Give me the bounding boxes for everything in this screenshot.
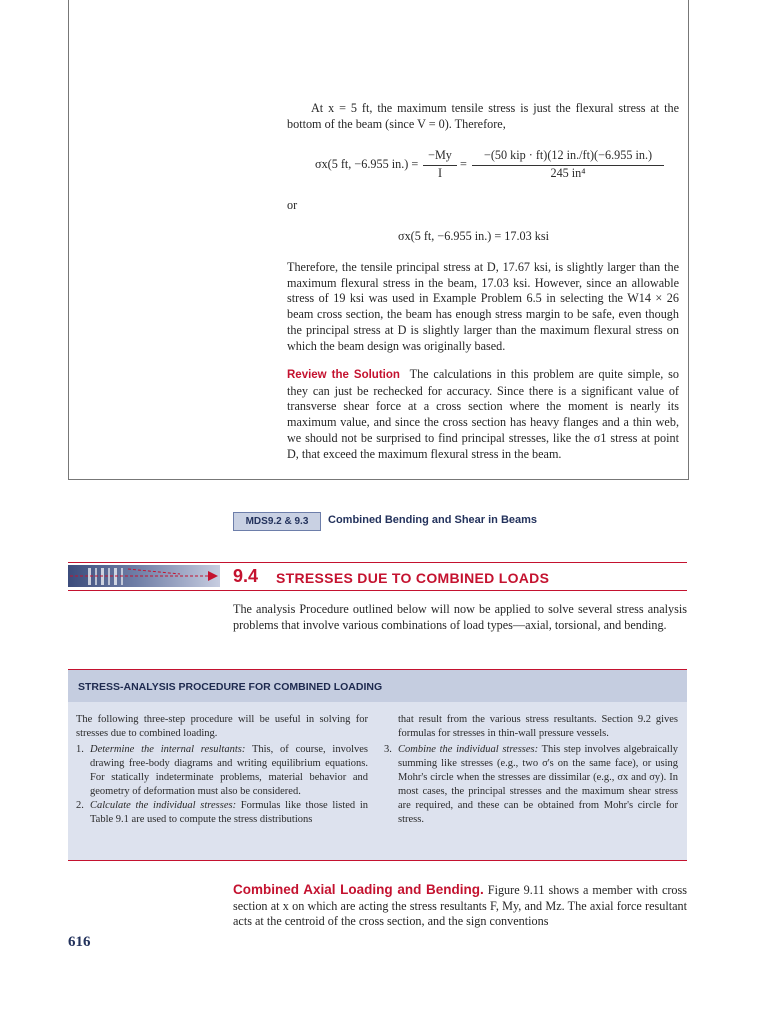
equation-1-equals: = bbox=[460, 157, 467, 171]
equation-1-lhs: σx(5 ft, −6.955 in.) = bbox=[315, 157, 419, 171]
page-number: 616 bbox=[68, 934, 91, 950]
example-paragraph-1: At x = 5 ft, the maximum tensile stress is just the flexural stress at the bottom of the beam (since V = 0). Therefore, bbox=[287, 101, 679, 131]
procedure-step-1 bbox=[76, 743, 368, 799]
procedure-column-left bbox=[76, 713, 368, 827]
review-label: Review the Solution bbox=[287, 369, 400, 381]
step-1-number: 1. bbox=[76, 744, 84, 755]
section-rule-top bbox=[68, 562, 687, 563]
review-text: The calculations in this problem are quite simple, so they can just be rechecked for accuracy. Since there is a significant value of transverse shear force at a cross section where the moment is nearly its maximum value, and since the cross section has heavy flanges and a thin web, we should not be surprised to find principal stresses, like the σ1 stress at point D, that exceed the maximum flexural stress in the beam. bbox=[287, 367, 679, 461]
or-text: or bbox=[287, 198, 298, 212]
step-3-title: Combine the individual stresses: bbox=[398, 744, 539, 755]
mds-badge[interactable]: MDS9.2 & 9.3 bbox=[233, 512, 321, 531]
combined-loading-paragraph bbox=[233, 882, 687, 930]
equation-1-numerator-2: −(50 kip · ft)(12 in./ft)(−6.955 in.) bbox=[483, 148, 653, 162]
step-2-text: Formulas like those listed in Table 9.1 are used to compute the stress distributions bbox=[90, 800, 368, 825]
section-decoration bbox=[68, 565, 220, 587]
equation-1-denominator-1: I bbox=[437, 166, 443, 180]
section-intro: The analysis Procedure outlined below will now be applied to solve several stress analysis problems that involve various combinations of load types—axial, torsional, and bending. bbox=[233, 602, 687, 632]
equation-2: σx(5 ft, −6.955 in.) = 17.03 ksi bbox=[398, 229, 549, 243]
step-3-number: 3. bbox=[384, 744, 392, 755]
procedure-column-right bbox=[384, 713, 678, 827]
step-1-text: This, of course, involves drawing free-body diagrams and writing equilibrium equations. For statically indeterminate problems, material behavior and geometry of deformation must also be considered. bbox=[90, 744, 369, 797]
procedure-step-2 bbox=[76, 799, 368, 827]
section-number: 9.4 bbox=[233, 566, 259, 586]
section-decoration-art bbox=[68, 565, 220, 587]
step-2-number: 2. bbox=[76, 800, 84, 811]
review-paragraph bbox=[287, 367, 679, 462]
example-paragraph-2: Therefore, the tensile principal stress at D, 17.67 ksi, is slightly larger than the maximum flexural stress in the beam, 17.03 ksi. However, since an allowable stress of 19 ksi was used in Example Problem 6.5 in selecting the W14 × 26 beam cross section, the beam has enough stress margin to be safe, even though the principal stress at D is slightly larger than the maximum flexural stress on which the beam design was originally based. bbox=[287, 260, 679, 353]
step-3-text: This step involves algebraically summing like stresses (e.g., two σ's on the same face), or using Mohr's circle when the stresses are dissimilar (e.g., σx and σy). In most cases, the principal stresses and the maximum shear stress are required, and these can be obtained from Mohr's circle for stress. bbox=[398, 744, 678, 825]
step-1-title: Determine the internal resultants: bbox=[90, 744, 246, 755]
procedure-header-bar bbox=[68, 670, 687, 702]
mds-title: Combined Bending and Shear in Beams bbox=[328, 514, 538, 526]
equation-1-denominator-2: 245 in⁴ bbox=[550, 166, 586, 180]
procedure-box bbox=[68, 669, 687, 861]
step-2-title: Calculate the individual stresses: bbox=[90, 800, 237, 811]
equation-1-numerator-1: −My bbox=[428, 148, 452, 162]
combined-heading: Combined Axial Loading and Bending. bbox=[233, 882, 484, 897]
procedure-step-3 bbox=[384, 743, 678, 827]
procedure-intro: The following three-step procedure will be useful in solving for stresses due to combined loading. bbox=[76, 714, 368, 739]
section-rule-bottom bbox=[68, 590, 687, 591]
step-2-continuation: that result from the various stress resultants. Section 9.2 gives formulas for stresses in thin-wall pressure vessels. bbox=[398, 714, 678, 739]
procedure-header: STRESS-ANALYSIS PROCEDURE FOR COMBINED LOADING bbox=[78, 681, 383, 693]
section-title: STRESSES DUE TO COMBINED LOADS bbox=[276, 570, 550, 586]
combined-text: Figure 9.11 shows a member with cross section at x on which are acting the stress resultants F, My, and Mz. The axial force resultant acts at the centroid of the cross section, and the sign conventions bbox=[233, 883, 687, 929]
